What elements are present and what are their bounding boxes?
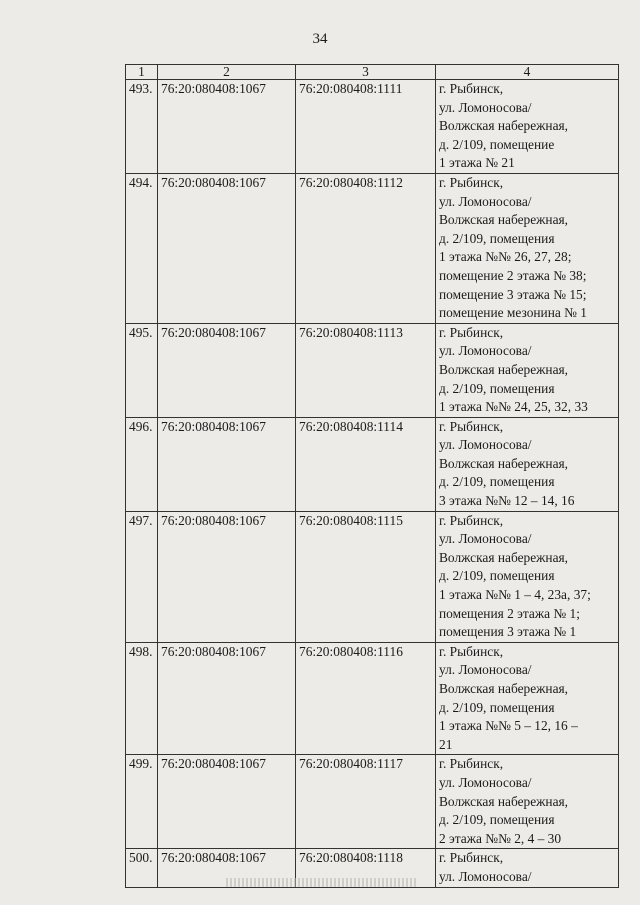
row-number-cell: 500.: [126, 849, 158, 887]
object-cadastral-number-cell: 76:20:080408:1114: [296, 417, 436, 511]
address-line: Волжская набережная,: [439, 681, 569, 696]
address-line: 1 этажа № 21: [439, 155, 515, 171]
address-line: г. Рыбинск,: [439, 850, 504, 866]
address-cell: [436, 417, 619, 511]
address-line: Волжская набережная,: [439, 549, 569, 565]
address-line: Волжская набережная,: [439, 793, 569, 809]
address-line: помещение 2 этажа № 38;: [439, 267, 587, 283]
address-cell: [436, 755, 619, 849]
object-cadastral-number-cell: 76:20:080408:1111: [296, 80, 436, 174]
table-header-row: [126, 65, 619, 80]
address-line: д. 2/109, помещение: [439, 136, 555, 152]
registry-table: [125, 64, 619, 888]
address-line: Волжская набережная,: [439, 212, 569, 228]
parcel-cadastral-number-cell: 76:20:080408:1067: [158, 323, 296, 417]
object-cadastral-number-cell: 76:20:080408:1116: [296, 642, 436, 755]
parcel-cadastral-number-cell: 76:20:080408:1067: [158, 642, 296, 755]
row-number-cell: 499.: [126, 755, 158, 849]
address-line: помещения 3 этажа № 1: [439, 624, 577, 640]
address-line: Волжская набережная,: [439, 361, 569, 377]
address-line: помещения 2 этажа № 1;: [439, 605, 580, 621]
column-header: 3: [296, 65, 436, 80]
table-row: [126, 511, 619, 642]
address-cell: [436, 511, 619, 642]
column-header: 2: [158, 65, 296, 80]
table-row: [126, 755, 619, 849]
table-row: [126, 642, 619, 755]
address-line: 3 этажа №№ 12 – 14, 16: [439, 493, 575, 509]
address-line: г. Рыбинск,: [439, 643, 504, 659]
row-number-cell: 496.: [126, 417, 158, 511]
address-line: ул. Ломоносова/: [439, 868, 532, 884]
address-line: д. 2/109, помещения: [439, 474, 555, 490]
address-line: ул. Ломоносова/: [439, 343, 532, 359]
object-cadastral-number-cell: 76:20:080408:1113: [296, 323, 436, 417]
address-line: г. Рыбинск,: [439, 174, 504, 190]
column-header: 4: [436, 65, 619, 80]
address-line: ул. Ломоносова/: [439, 437, 532, 453]
object-cadastral-number-cell: 76:20:080408:1112: [296, 173, 436, 323]
address-cell: [436, 323, 619, 417]
address-line: 1 этажа №№ 24, 25, 32, 33: [439, 399, 588, 415]
table-row: [126, 417, 619, 511]
address-cell: [436, 173, 619, 323]
table-row: [126, 80, 619, 174]
address-line: 21: [439, 736, 453, 752]
address-line: д. 2/109, помещения: [439, 812, 555, 828]
row-number-cell: 493.: [126, 80, 158, 174]
address-line: г. Рыбинск,: [439, 81, 504, 96]
parcel-cadastral-number-cell: 76:20:080408:1067: [158, 417, 296, 511]
table-row: [126, 323, 619, 417]
parcel-cadastral-number-cell: 76:20:080408:1067: [158, 511, 296, 642]
address-line: помещение 3 этажа № 15;: [439, 286, 587, 302]
address-line: Волжская набережная,: [439, 455, 569, 471]
row-number-cell: 495.: [126, 323, 158, 417]
address-line: ул. Ломоносова/: [439, 774, 532, 790]
address-line: д. 2/109, помещения: [439, 568, 555, 584]
address-line: г. Рыбинск,: [439, 756, 504, 772]
address-cell: [436, 80, 619, 174]
address-line: помещение мезонина № 1: [439, 305, 587, 321]
parcel-cadastral-number-cell: 76:20:080408:1067: [158, 755, 296, 849]
address-line: ул. Ломоносова/: [439, 531, 532, 547]
table-row: [126, 173, 619, 323]
object-cadastral-number-cell: 76:20:080408:1118: [296, 849, 436, 887]
address-line: ул. Ломоносова/: [439, 193, 532, 209]
parcel-cadastral-number-cell: 76:20:080408:1067: [158, 849, 296, 887]
address-line: г. Рыбинск,: [439, 418, 504, 434]
address-line: Волжская набережная,: [439, 118, 569, 134]
row-number-cell: 498.: [126, 642, 158, 755]
address-line: д. 2/109, помещения: [439, 230, 555, 246]
address-line: 1 этажа №№ 26, 27, 28;: [439, 249, 572, 265]
object-cadastral-number-cell: 76:20:080408:1117: [296, 755, 436, 849]
address-line: г. Рыбинск,: [439, 512, 504, 528]
address-line: 1 этажа №№ 5 – 12, 16 –: [439, 718, 578, 734]
address-line: ул. Ломоносова/: [439, 99, 532, 115]
address-cell: [436, 849, 619, 887]
row-number-cell: 494.: [126, 173, 158, 323]
column-header: 1: [126, 65, 158, 80]
page-number: 34: [312, 31, 328, 47]
address-line: д. 2/109, помещения: [439, 699, 555, 715]
parcel-cadastral-number-cell: 76:20:080408:1067: [158, 173, 296, 323]
parcel-cadastral-number-cell: 76:20:080408:1067: [158, 80, 296, 174]
scan-stamp-mark: [226, 878, 416, 887]
row-number-cell: 497.: [126, 511, 158, 642]
address-cell: [436, 642, 619, 755]
address-line: д. 2/109, помещения: [439, 380, 555, 396]
address-line: г. Рыбинск,: [439, 324, 504, 340]
address-line: ул. Ломоносова/: [439, 662, 532, 678]
address-line: 2 этажа №№ 2, 4 – 30: [439, 830, 562, 846]
object-cadastral-number-cell: 76:20:080408:1115: [296, 511, 436, 642]
address-line: 1 этажа №№ 1 – 4, 23а, 37;: [439, 587, 591, 603]
